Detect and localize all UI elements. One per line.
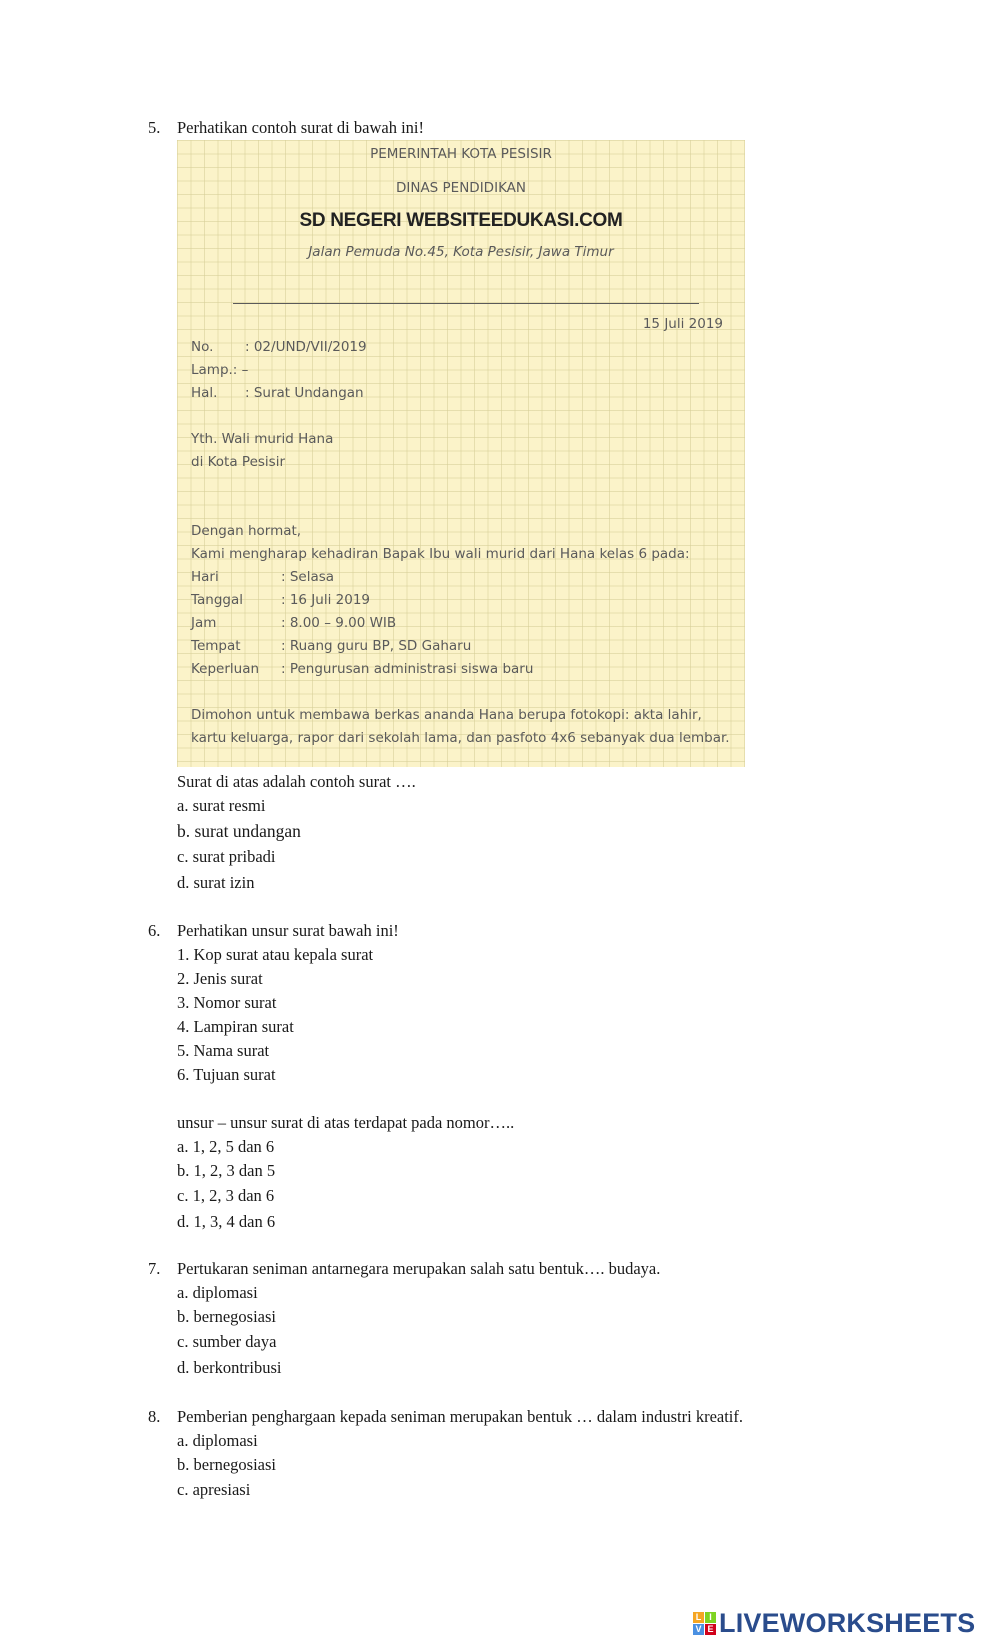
letter-closing-2: kartu keluarga, rapor dari sekolah lama, dan pasfoto 4x6 sebanyak dua lembar. (191, 730, 730, 746)
letter-detail-value: : 16 Juli 2019 (281, 592, 370, 608)
list-item: 6. Tujuan surat (177, 1065, 276, 1084)
letter-attachment-value: – (241, 362, 249, 378)
logo-icon-letter: I (705, 1612, 716, 1623)
option-c[interactable]: c. apresiasi (177, 1480, 251, 1499)
list-item: 4. Lampiran surat (177, 1017, 294, 1036)
option-b[interactable]: b. 1, 2, 3 dan 5 (177, 1161, 276, 1180)
letter-detail-value: : Selasa (281, 569, 335, 585)
option-b[interactable]: b. bernegosiasi (177, 1455, 276, 1474)
letter-number-row (191, 339, 367, 355)
letter-recipient: Yth. Wali murid Hana (191, 431, 334, 447)
option-b[interactable]: b. surat undangan (177, 821, 301, 841)
letter-intro: Kami mengharap kehadiran Bapak Ibu wali murid dari Hana kelas 6 pada: (191, 546, 690, 562)
letter-detail-value: : Ruang guru BP, SD Gaharu (281, 638, 472, 654)
question-number: 7. (148, 1259, 161, 1278)
logo-icon-letter: L (693, 1612, 704, 1623)
letter-detail-label: Jam (191, 615, 217, 631)
letter-number-label: No. (191, 339, 214, 355)
letter-detail-value: : 8.00 – 9.00 WIB (281, 615, 397, 631)
letter-detail-label: Keperluan (191, 661, 260, 677)
question-number: 6. (148, 921, 161, 940)
letter-divider (233, 303, 699, 304)
letter-attachment-row (191, 362, 248, 378)
option-c[interactable]: c. sumber daya (177, 1332, 277, 1351)
option-d[interactable]: d. 1, 3, 4 dan 6 (177, 1212, 276, 1231)
letter-detail-label: Tanggal (191, 592, 244, 608)
option-d[interactable]: d. berkontribusi (177, 1358, 282, 1377)
letter-closing-1: Dimohon untuk membawa berkas ananda Hana berupa fotokopi: akta lahir, (191, 707, 702, 723)
letter-recipient-place: di Kota Pesisir (191, 454, 285, 470)
list-item: 5. Nama surat (177, 1041, 270, 1060)
letter-number-value: : 02/UND/VII/2019 (245, 339, 367, 355)
letter-subject-label: Hal. (191, 385, 218, 401)
letter-detail-row (191, 638, 471, 654)
letter-address: Jalan Pemuda No.45, Kota Pesisir, Jawa Timur (308, 244, 614, 260)
letter-subject-row (191, 385, 364, 401)
letter-detail-label: Hari (191, 569, 219, 585)
option-a[interactable]: a. 1, 2, 5 dan 6 (177, 1137, 275, 1156)
logo-icon-letter: V (693, 1624, 704, 1635)
list-item: 2. Jenis surat (177, 969, 263, 988)
liveworksheets-logo[interactable] (693, 1607, 975, 1639)
letter-detail-row (191, 569, 334, 585)
question-prompt: Perhatikan contoh surat di bawah ini! (177, 118, 424, 137)
question-text: unsur – unsur surat di atas terdapat pada nomor….. (177, 1113, 515, 1132)
list-item: 3. Nomor surat (177, 993, 277, 1012)
letter-attachment-label: Lamp.: (191, 362, 238, 378)
option-d[interactable]: d. surat izin (177, 873, 255, 892)
logo-icon-letter: E (705, 1624, 716, 1635)
letter-greeting: Dengan hormat, (191, 523, 302, 539)
option-c[interactable]: c. surat pribadi (177, 847, 276, 866)
letter-subject-value: : Surat Undangan (245, 385, 364, 401)
list-item: 1. Kop surat atau kepala surat (177, 945, 374, 964)
question-prompt: Perhatikan unsur surat bawah ini! (177, 921, 399, 940)
logo-text: LIVEWORKSHEETS (719, 1607, 976, 1638)
letter-gov: PEMERINTAH KOTA PESISIR (370, 146, 552, 162)
liveworksheets-logo-icon (693, 1612, 716, 1635)
option-a[interactable]: a. surat resmi (177, 796, 266, 815)
option-b[interactable]: b. bernegosiasi (177, 1307, 276, 1326)
question-prompt: Pertukaran seniman antarnegara merupakan salah satu bentuk…. budaya. (177, 1259, 661, 1278)
letter-detail-value: : Pengurusan administrasi siswa baru (281, 661, 534, 677)
option-a[interactable]: a. diplomasi (177, 1283, 258, 1302)
question-number: 8. (148, 1407, 161, 1426)
option-a[interactable]: a. diplomasi (177, 1431, 258, 1450)
option-c[interactable]: c. 1, 2, 3 dan 6 (177, 1186, 275, 1205)
letter-detail-row (191, 592, 370, 608)
letter-image (177, 140, 745, 767)
letter-date: 15 Juli 2019 (642, 316, 723, 332)
letter-school: SD NEGERI WEBSITEEDUKASI.COM (299, 210, 623, 231)
letter-detail-row (191, 661, 533, 677)
question-number: 5. (148, 118, 161, 137)
letter-detail-row (191, 615, 396, 631)
question-text: Surat di atas adalah contoh surat …. (177, 772, 416, 791)
letter-dept: DINAS PENDIDIKAN (395, 180, 527, 196)
letter-detail-label: Tempat (191, 638, 241, 654)
question-prompt: Pemberian penghargaan kepada seniman merupakan bentuk … dalam industri kreatif. (177, 1407, 744, 1426)
